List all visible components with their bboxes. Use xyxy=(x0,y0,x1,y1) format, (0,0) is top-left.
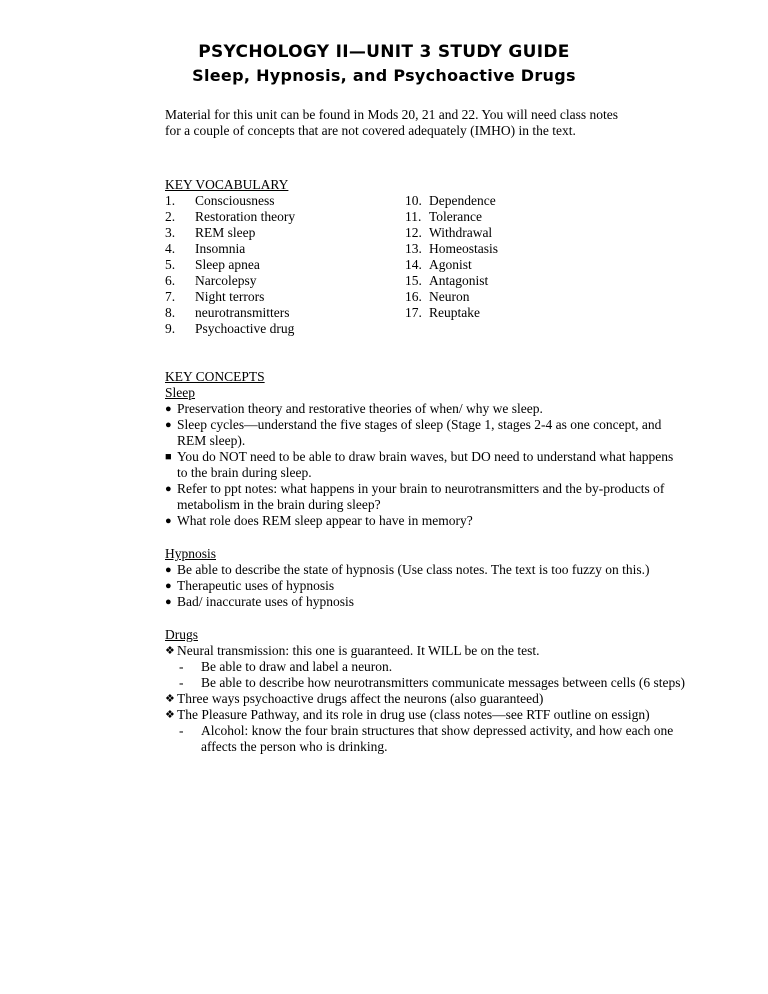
vocab-term: REM sleep xyxy=(195,225,256,240)
vocab-item xyxy=(165,305,295,321)
vocab-item xyxy=(405,289,498,305)
vocab-term: Reuptake xyxy=(429,305,480,320)
list-item: ● Preservation theory and restorative theories of when/ why we sleep. xyxy=(165,401,543,416)
vocab-list-left xyxy=(165,177,295,337)
vocab-list-right xyxy=(405,193,498,321)
list-item: ❖ The Pleasure Pathway, and its role in drug use (class notes—see RTF outline on essign) xyxy=(165,707,650,722)
vocab-number: 8. xyxy=(165,305,176,320)
vocab-number: 5. xyxy=(165,257,176,272)
vocab-item xyxy=(165,289,295,305)
vocab-number: 16. xyxy=(405,289,422,304)
list-item: ● What role does REM sleep appear to have in memory? xyxy=(165,513,473,528)
diamond-bullet-icon: ❖ xyxy=(165,645,175,657)
vocab-item xyxy=(405,193,498,209)
vocab-term: Sleep apnea xyxy=(195,257,260,272)
vocab-term: Neuron xyxy=(429,289,470,304)
page-title: PSYCHOLOGY II—UNIT 3 STUDY GUIDE xyxy=(198,42,570,62)
vocab-number: 7. xyxy=(165,289,176,304)
vocab-number: 9. xyxy=(165,321,176,336)
bullet-icon: ● xyxy=(165,596,172,608)
diamond-bullet-icon: ❖ xyxy=(165,693,175,705)
square-bullet-icon: ■ xyxy=(165,451,172,463)
vocab-term: Withdrawal xyxy=(429,225,493,240)
vocab-term: Narcolepsy xyxy=(195,273,257,288)
list-item: ● Be able to describe the state of hypnosis (Use class notes. The text is too fuzzy on this.) xyxy=(165,562,650,577)
list-item: ❖ Neural transmission: this one is guaranteed. It WILL be on the test. xyxy=(165,643,540,658)
vocab-number: 12. xyxy=(405,225,422,240)
vocab-number: 3. xyxy=(165,225,176,240)
vocab-number: 17. xyxy=(405,305,422,320)
diamond-bullet-icon: ❖ xyxy=(165,709,175,721)
vocab-item xyxy=(165,257,295,273)
concepts-heading: KEY CONCEPTS xyxy=(165,369,265,384)
vocab-term: Homeostasis xyxy=(429,241,498,256)
vocab-number: 4. xyxy=(165,241,176,256)
list-item: ● Bad/ inaccurate uses of hypnosis xyxy=(165,594,354,609)
bullet-icon: ● xyxy=(165,580,172,592)
intro-paragraph: Material for this unit can be found in Mods 20, 21 and 22. You will need class notes for a couple of concepts that are not covered adequately (IMHO) in the text. xyxy=(165,107,618,138)
vocab-item xyxy=(405,241,498,257)
bullet-icon: ● xyxy=(165,564,172,576)
vocab-term: Tolerance xyxy=(429,209,483,224)
sub-list-item: - Alcohol: know the four brain structures that show depressed activity, and how each one affects the person who is drinking. xyxy=(179,723,674,754)
vocab-item xyxy=(165,209,295,225)
sub-list-item: - Be able to describe how neurotransmitters communicate messages between cells (6 steps) xyxy=(179,675,685,690)
vocab-item xyxy=(165,225,295,241)
vocab-term: Psychoactive drug xyxy=(195,321,295,336)
vocab-number: 14. xyxy=(405,257,422,272)
vocab-number: 1. xyxy=(165,193,176,208)
concepts-sleep-section xyxy=(165,369,685,529)
vocab-term: Restoration theory xyxy=(195,209,296,224)
vocab-term: Antagonist xyxy=(429,273,489,288)
list-item: ● Therapeutic uses of hypnosis xyxy=(165,578,335,593)
vocab-item xyxy=(405,305,498,321)
concepts-drugs-section xyxy=(165,627,685,755)
concepts-hypnosis-section xyxy=(165,546,685,610)
vocab-item xyxy=(165,193,295,209)
vocab-number: 6. xyxy=(165,273,176,288)
vocab-heading: KEY VOCABULARY xyxy=(165,177,289,192)
vocab-item xyxy=(165,321,295,337)
bullet-icon: ● xyxy=(165,515,172,527)
vocab-number: 10. xyxy=(405,193,422,208)
list-item: ● Sleep cycles—understand the five stages of sleep (Stage 1, stages 2-4 as one concept, and REM sleep). xyxy=(165,417,662,448)
vocab-term: Night terrors xyxy=(195,289,265,304)
vocab-term: Consciousness xyxy=(195,193,275,208)
vocab-number: 11. xyxy=(405,209,422,224)
vocab-number: 15. xyxy=(405,273,422,288)
vocab-term: Dependence xyxy=(429,193,496,208)
bullet-icon: ● xyxy=(165,419,172,431)
vocab-item xyxy=(405,209,498,225)
vocab-item xyxy=(405,225,498,241)
vocab-item xyxy=(165,241,295,257)
vocab-item xyxy=(405,273,498,289)
sleep-heading: Sleep xyxy=(165,385,195,400)
vocab-number: 13. xyxy=(405,241,422,256)
vocab-item xyxy=(405,257,498,273)
bullet-icon: ● xyxy=(165,483,172,495)
sub-list-item: - Be able to draw and label a neuron. xyxy=(179,659,393,674)
list-item: ● Refer to ppt notes: what happens in your brain to neurotransmitters and the by-products of metabolism in the brain during sleep? xyxy=(165,481,665,512)
drugs-heading: Drugs xyxy=(165,627,198,642)
page-subtitle: Sleep, Hypnosis, and Psychoactive Drugs xyxy=(192,66,576,85)
vocab-number: 2. xyxy=(165,209,176,224)
vocab-term: neurotransmitters xyxy=(195,305,290,320)
vocab-item xyxy=(165,273,295,289)
vocab-term: Insomnia xyxy=(195,241,246,256)
list-item: ❖ Three ways psychoactive drugs affect the neurons (also guaranteed) xyxy=(165,691,544,706)
list-item: ■ You do NOT need to be able to draw brain waves, but DO need to understand what happens to the brain during sleep. xyxy=(165,449,674,480)
bullet-icon: ● xyxy=(165,403,172,415)
vocab-term: Agonist xyxy=(429,257,472,272)
hypnosis-heading: Hypnosis xyxy=(165,546,217,561)
